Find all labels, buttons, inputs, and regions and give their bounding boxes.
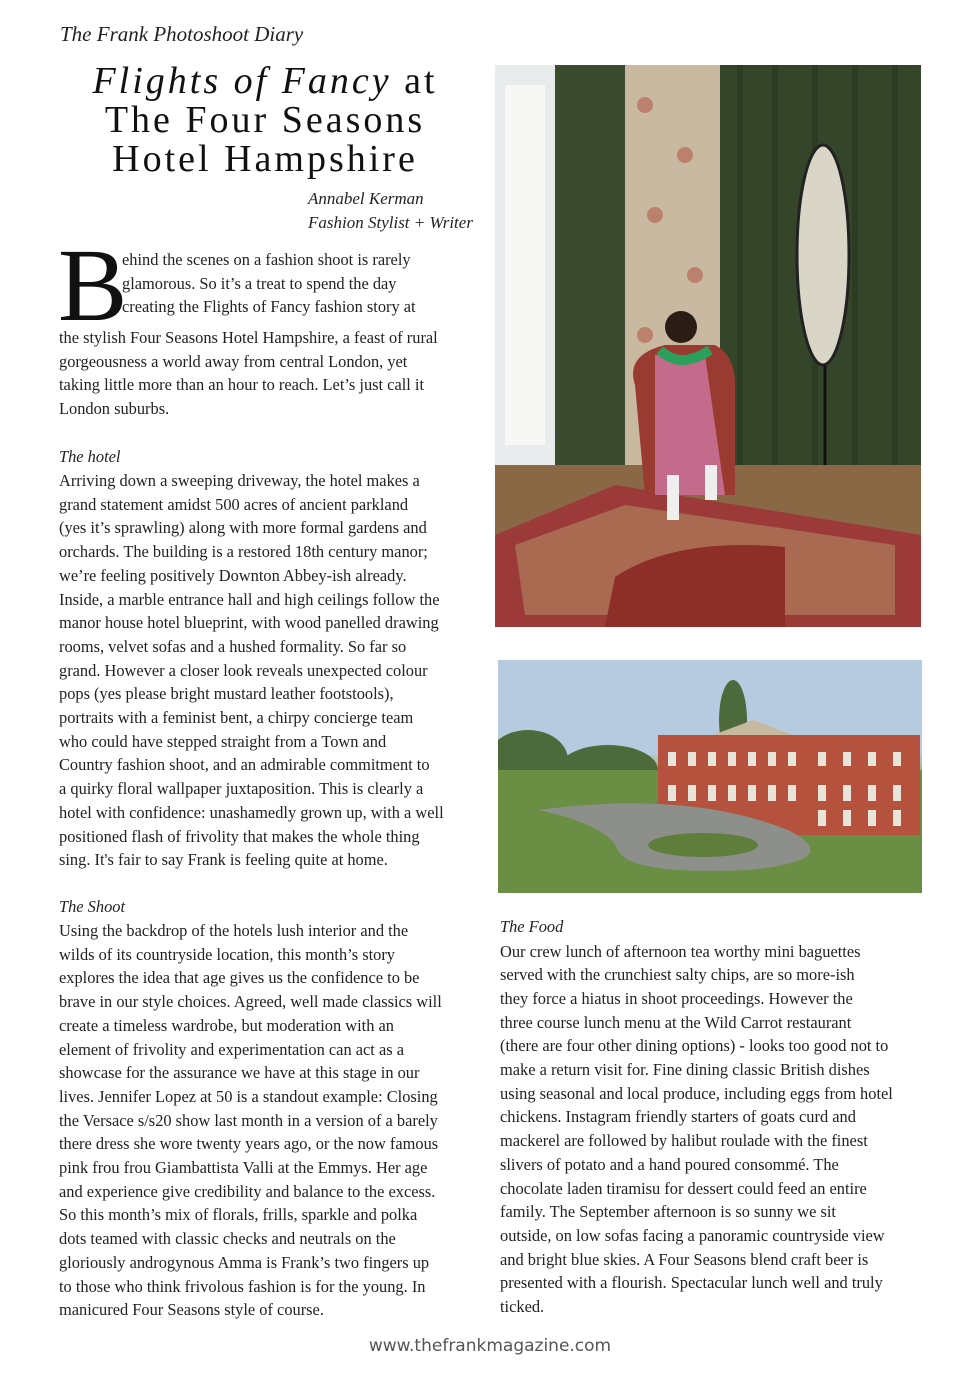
hotel-line: rooms, velvet sofas and a hushed formality. So far so xyxy=(59,636,407,656)
hotel-line: pops (yes please bright mustard leather footstools), xyxy=(59,684,394,704)
hotel-line: grand. However a closer look reveals unexpected colour xyxy=(59,660,428,680)
hotel-line: hotel with confidence: unashamedly grown up, with a well xyxy=(59,802,444,822)
shoot-line: to those who think frivolous fashion is for the young. In xyxy=(59,1276,426,1296)
shoot-line: lives. Jennifer Lopez at 50 is a standout example: Closing xyxy=(59,1086,438,1106)
intro-line: gorgeousness a world away from central London, yet xyxy=(59,351,408,371)
food-line: using seasonal and local produce, including eggs from hotel xyxy=(500,1083,893,1103)
shoot-line: dots teamed with classic checks and neutrals on the xyxy=(59,1229,396,1249)
food-line: family. The September afternoon is so sunny we sit xyxy=(500,1202,836,1222)
section-heading-shoot: The Shoot xyxy=(59,897,126,916)
shoot-line: explores the idea that age gives us the confidence to be xyxy=(59,968,420,988)
title-italic: Flights of Fancy xyxy=(92,60,392,102)
food-line: make a return visit for. Fine dining classic British dishes xyxy=(500,1060,870,1079)
food-line: mackerel are followed by halibut roulade with the finest xyxy=(500,1131,868,1151)
byline xyxy=(308,187,473,235)
hotel-line: we’re feeling positively Downton Abbey-ish already. xyxy=(59,565,407,585)
hotel-line: grand statement amidst 500 acres of ancient parkland xyxy=(59,494,409,514)
drop-cap: B xyxy=(58,228,128,343)
shoot-line: manicured Four Seasons style of course. xyxy=(59,1300,324,1320)
photo-hotel-exterior xyxy=(498,660,922,893)
footer-url[interactable]: www.thefrankmagazine.com xyxy=(368,1336,612,1356)
title-line2: The Four Seasons xyxy=(104,99,426,141)
intro-line: ehind the scenes on a fashion shoot is rarely xyxy=(122,250,411,269)
shoot-line: gloriously androgynous Amma is Frank’s two fingers up xyxy=(59,1252,430,1272)
section-heading-food: The Food xyxy=(500,917,564,936)
author-name: Annabel Kerman xyxy=(308,189,424,208)
author-role: Fashion Stylist + Writer xyxy=(308,213,473,232)
intro-line: the stylish Four Seasons Hotel Hampshire, a feast of rural xyxy=(59,328,438,347)
article-title xyxy=(60,62,470,179)
photo-model-in-hotel-room xyxy=(495,65,921,627)
shoot-line: element of frivolity and experimentation can act as a xyxy=(59,1039,404,1059)
shoot-line: brave in our style choices. Agreed, well made classics will xyxy=(59,992,442,1012)
shoot-line: there dress she wore twenty years ago, or the now famous xyxy=(59,1134,439,1154)
food-line: chocolate laden tiramisu for dessert could feed an entire xyxy=(500,1178,867,1198)
food-line: they force a hiatus in shoot proceedings. However the xyxy=(500,988,853,1008)
section-heading-hotel: The hotel xyxy=(59,447,121,466)
hotel-line: Arriving down a sweeping driveway, the hotel makes a xyxy=(59,471,420,490)
hotel-line: Inside, a marble entrance hall and high ceilings follow the xyxy=(59,589,440,609)
food-line: and bright blue skies. A Four Seasons blend craft beer is xyxy=(500,1249,869,1269)
food-line: ticked. xyxy=(500,1297,545,1316)
food-line: presented with a flourish. Spectacular lunch well and truly xyxy=(500,1273,883,1293)
shoot-line: Using the backdrop of the hotels lush interior and the xyxy=(59,921,409,940)
hotel-line: positioned flash of frivolity that makes the whole thing xyxy=(59,826,420,846)
hotel-line: Country fashion shoot, and an admirable commitment to xyxy=(59,755,430,775)
food-line: Our crew lunch of afternoon tea worthy mini baguettes xyxy=(500,941,861,961)
shoot-line: wilds of its countryside location, this month’s story xyxy=(59,944,395,964)
intro-line: taking little more than an hour to reach. Let’s just call it xyxy=(59,375,425,395)
hotel-line: portraits with a feminist bent, a chirpy concierge team xyxy=(59,708,414,727)
hotel-line: sing. It's fair to say Frank is feeling quite at home. xyxy=(59,850,388,870)
shoot-line: pink frou frou Giambattista Valli at the Emmys. Her age xyxy=(59,1158,428,1177)
shoot-line: showcase for the assurance we have at this stage in our xyxy=(59,1063,420,1083)
intro-line: London suburbs. xyxy=(59,399,170,419)
food-line: three course lunch menu at the Wild Carrot restaurant xyxy=(500,1012,852,1032)
food-line: outside, on low sofas facing a panoramic countryside view xyxy=(500,1225,885,1245)
shoot-line: the Versace s/s20 show last month in a version of a barely xyxy=(59,1110,438,1130)
shoot-line: So this month’s mix of florals, frills, sparkle and polka xyxy=(59,1205,418,1225)
food-line: served with the crunchiest salty chips, are so more-ish xyxy=(500,965,855,985)
hotel-line: a quirky floral wallpaper juxtaposition. This is clearly a xyxy=(59,779,424,799)
food-line: chickens. Instagram friendly starters of goats curd and xyxy=(500,1107,856,1127)
intro-line: glamorous. So it’s a treat to spend the day xyxy=(122,273,397,293)
hotel-line: orchards. The building is a restored 18th century manor; xyxy=(59,542,428,562)
hotel-line: manor house hotel blueprint, with wood panelled drawing xyxy=(59,613,439,633)
title-line1-rest: at xyxy=(391,60,438,102)
hotel-line: (yes it’s sprawling) along with more formal gardens and xyxy=(59,518,427,538)
food-line: (there are four other dining options) - looks too good not to xyxy=(500,1036,889,1056)
series-title: The Frank Photoshoot Diary xyxy=(60,22,304,46)
hotel-line: who could have stepped straight from a Town and xyxy=(59,731,387,751)
shoot-line: create a timeless wardrobe, but moderation with an xyxy=(59,1015,394,1035)
shoot-line: and experience give credibility and balance to the excess. xyxy=(59,1181,436,1201)
intro-line: creating the Flights of Fancy fashion story at xyxy=(122,297,416,317)
title-line3: Hotel Hampshire xyxy=(112,138,418,180)
food-line: slivers of potato and a hand poured consommé. The xyxy=(500,1154,839,1174)
